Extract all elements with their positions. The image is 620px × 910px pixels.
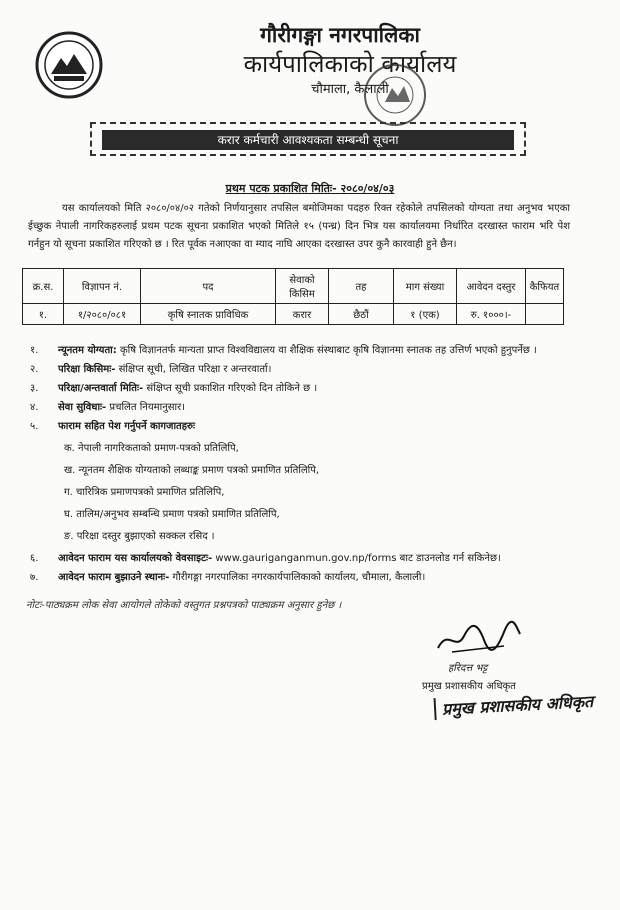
column-header: सेवाको किसिम [276, 269, 329, 304]
table-header-row [23, 269, 564, 304]
column-header: कैफियत [526, 269, 564, 304]
list-item [30, 550, 580, 567]
requirements-list [30, 342, 580, 588]
list-item [30, 569, 580, 586]
document-item: ङ. परिक्षा दस्तुर बुझाएको सक्कल रसिद । [64, 531, 215, 542]
table-cell: १/२०८०/०८१ [64, 304, 141, 325]
item-key: परिक्षा/अन्तवार्ता मितिः- [58, 383, 144, 394]
column-header: विज्ञापन नं. [64, 269, 141, 304]
item-number: ७. [30, 572, 39, 583]
column-header: आवेदन दस्तुर [457, 269, 526, 304]
list-item [30, 418, 580, 548]
document-item: ग. चारित्रिक प्रमाणपत्रको प्रमाणित प्रतिलिपि, [64, 487, 225, 498]
item-key: आवेदन फाराम यस कार्यालयको वेवसाइटः- [58, 553, 213, 564]
item-key: परिक्षा किसिमः- [58, 364, 116, 375]
item-number: ५. [30, 421, 39, 432]
vacancy-table [22, 268, 564, 325]
notice-title-box [90, 122, 526, 156]
office-name: कार्यपालिकाको कार्यालय [243, 50, 457, 78]
document-item: ख. न्यूनतम शैक्षिक योग्यताको लब्धाङ्क प्रमाण पत्रको प्रमाणित प्रतिलिपि, [64, 465, 320, 476]
item-text: संक्षिप्त सूची, लिखित परिक्षा र अन्तरवार्ता। [118, 364, 272, 375]
table-cell: रु. १०००।- [457, 304, 526, 325]
table-cell: छैठौं [329, 304, 394, 325]
table-cell [526, 304, 564, 325]
item-number: ४. [30, 402, 39, 413]
item-text: प्रचलित नियमानुसार। [109, 402, 185, 413]
item-key: फाराम सहित पेश गर्नुपर्ने कागजातहरुः [58, 421, 196, 432]
signer-name: हरिदत्त भट्ट [448, 663, 488, 674]
table-cell: १ (एक) [394, 304, 457, 325]
document-item: घ. तालिम/अनुभव सम्बन्धि प्रमाण पत्रको प्रमाणित प्रतिलिपि, [64, 509, 280, 520]
table-row [23, 304, 564, 325]
office-location: चौमाला, कैलाली [311, 82, 389, 97]
list-item [30, 399, 580, 416]
org-name: गौरीगङ्गा नगरपालिका [260, 22, 420, 47]
item-key: न्यूनतम योग्यता: [58, 345, 117, 356]
item-number: १. [30, 345, 39, 356]
document-item: क. नेपाली नागरिकताको प्रमाण-पत्रको प्रतिलिपि, [64, 443, 239, 454]
intro-paragraph: यस कार्यालयको मिति २०८०/०४/०२ गतेको निर्णयानुसार तपसिल बमोजिमका पदहरु रिक्त रहेकोले तपसिलको योग्यता तथा अनुभव भएका ईच्छुक नेपाली नागरिकहरुलाई प्रथम पटक सूचना प्रकाशित भएको मितिले १५ (पन्ध्र) दिन भित्र यस कार्यालयमा निर्धारित दरखास्त फाराम भरि पेश गर्नहुन यो सूचना प्रकाशित गरिएको छ । रित पूर्वक नआएका वा म्याद नाघि आएका दरखास्त उपर कुनै कारवाही हुने छैन। [28, 203, 570, 250]
item-text: संक्षिप्त सूची प्रकाशित गरिएको दिन तोकिने छ । [146, 383, 318, 394]
item-number: ६. [30, 553, 39, 564]
item-text: गौरीगङ्गा नगरपालिका नगरकार्यपालिकाको कार्यालय, चौमाला, कैलाली। [172, 572, 426, 583]
designation-seal: प्रमुख प्रशासकीय अधिकृत [434, 690, 594, 720]
item-key: आवेदन फाराम बुझाउने स्थानः- [58, 572, 170, 583]
table-cell: १. [23, 304, 64, 325]
list-item [30, 380, 580, 397]
list-item [30, 361, 580, 378]
signer-designation: प्रमुख प्रशासकीय अधिकृत [422, 681, 516, 692]
table-cell: कृषि स्नातक प्राविधिक [141, 304, 276, 325]
letterhead [0, 22, 620, 100]
item-number: ३. [30, 383, 39, 394]
column-header: पद [141, 269, 276, 304]
column-header: क्र.स. [23, 269, 64, 304]
item-key: सेवा सुविधाः- [58, 402, 107, 413]
office-stamp [360, 60, 430, 130]
syllabus-note: नोटः-पाठ्यक्रम लोक सेवा आयोगले तोकेको वस्तुगत प्रश्नपत्रको पाठ्यक्रम अनुसार हुनेछ । [26, 600, 342, 611]
website-text: www.gauriganganmun.gov.np/forms बाट डाउनलोड गर्न सकिनेछ। [215, 553, 501, 564]
list-item [30, 342, 580, 359]
publication-date: प्रथम पटक प्रकाशित मितिः- २०८०/०४/०३ [225, 182, 395, 195]
notice-title: करार कर्मचारी आवश्यकता सम्बन्धी सूचना [102, 130, 514, 150]
documents-list [30, 438, 580, 548]
item-text: कृषि विज्ञानतर्फ मान्यता प्राप्त विश्वविद्यालय वा शैक्षिक संस्थाबाट कृषि विज्ञानमा स्नातक तह उत्तिर्ण भएको हुनुपर्नेछ । [119, 345, 537, 356]
column-header: तह [329, 269, 394, 304]
handwritten-signature [434, 618, 524, 658]
table-cell: करार [276, 304, 329, 325]
column-header: माग संख्या [394, 269, 457, 304]
item-number: २. [30, 364, 39, 375]
